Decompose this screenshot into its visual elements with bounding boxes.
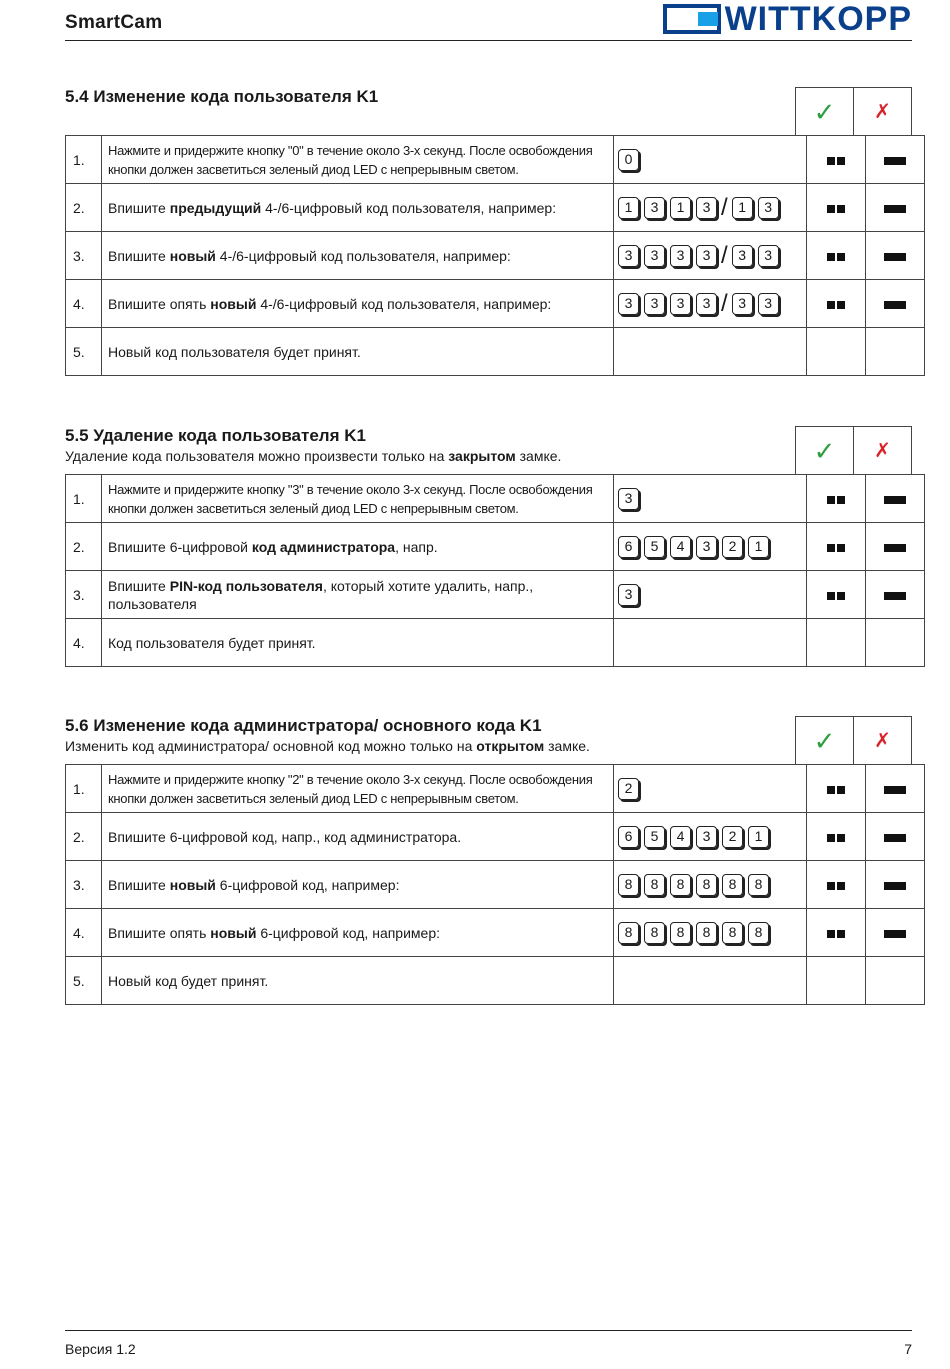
led-dot-icon <box>827 496 835 504</box>
step-description <box>102 765 614 813</box>
keypad-key: 3 <box>696 536 717 558</box>
step-description <box>102 475 614 523</box>
note-emphasis: закрытом <box>448 448 516 464</box>
key-sequence <box>614 328 807 376</box>
keypad-key: 8 <box>748 874 769 896</box>
led-bar-icon <box>884 834 906 842</box>
fail-column-header <box>853 427 911 474</box>
keypad-key: 8 <box>748 922 769 944</box>
key-sequence <box>614 184 807 232</box>
table-row <box>66 184 925 232</box>
keypad-key: 3 <box>696 293 717 315</box>
keypad-key: 3 <box>696 826 717 848</box>
table-row <box>66 280 925 328</box>
keypad-key: 8 <box>670 874 691 896</box>
step-description <box>102 619 614 667</box>
step-number: 5. <box>66 957 102 1005</box>
note-text: Удаление кода пользователя можно произвести только на <box>65 448 449 464</box>
keypad-key: 1 <box>670 197 691 219</box>
led-dot-icon <box>837 205 845 213</box>
step-text: Впишите 6-цифровой код, напр., код администратора. <box>108 828 462 845</box>
key-sequence <box>614 280 807 328</box>
led-bar-icon <box>884 930 906 938</box>
ok-signal <box>807 619 866 667</box>
step-number: 3. <box>66 861 102 909</box>
step-text: Впишите <box>108 199 170 216</box>
step-text: 4-/6-цифровый код пользователя, например: <box>261 199 557 216</box>
keypad-key: 5 <box>644 536 665 558</box>
keypad-key: 1 <box>748 826 769 848</box>
ok-signal <box>807 861 866 909</box>
ok-signal <box>807 328 866 376</box>
step-description <box>102 328 614 376</box>
ok-signal <box>807 475 866 523</box>
step-description <box>102 957 614 1005</box>
led-bar-icon <box>884 205 906 213</box>
step-text: Код пользователя будет принят. <box>108 634 316 651</box>
keypad-key: 3 <box>644 245 665 267</box>
keypad-key: 8 <box>644 922 665 944</box>
step-number: 2. <box>66 523 102 571</box>
ok-signal <box>807 571 866 619</box>
fail-signal <box>866 765 925 813</box>
ok-signal <box>807 523 866 571</box>
keypad-key: 1 <box>748 536 769 558</box>
step-text: Впишите <box>108 577 170 594</box>
table-row <box>66 909 925 957</box>
led-dot-icon <box>837 496 845 504</box>
step-description <box>102 280 614 328</box>
logo-text: WITTKOPP <box>724 0 912 38</box>
keypad-key: 8 <box>722 874 743 896</box>
keypad-key: 8 <box>618 922 639 944</box>
keypad-key: 1 <box>618 197 639 219</box>
keypad-key: 3 <box>618 488 639 510</box>
fail-signal <box>866 184 925 232</box>
step-text: 6-цифровой код, например: <box>215 876 400 893</box>
keypad-key: 8 <box>722 922 743 944</box>
fail-signal <box>866 328 925 376</box>
led-bar-icon <box>884 592 906 600</box>
led-bar-icon <box>884 544 906 552</box>
step-description <box>102 184 614 232</box>
check-icon: ✓ <box>813 96 836 127</box>
led-dot-icon <box>827 834 835 842</box>
cross-icon: ✗ <box>874 439 891 462</box>
table-row <box>66 813 925 861</box>
step-description <box>102 232 614 280</box>
logo-mark-icon <box>663 4 721 34</box>
key-sequence <box>614 232 807 280</box>
led-bar-icon <box>884 882 906 890</box>
step-number: 1. <box>66 765 102 813</box>
keypad-key: 3 <box>618 584 639 606</box>
step-number: 3. <box>66 571 102 619</box>
step-emphasis: PIN-код пользователя <box>169 577 323 594</box>
keypad-key: 6 <box>618 826 639 848</box>
step-text: 4-/6-цифровый код пользователя, например: <box>215 247 511 264</box>
table-row <box>66 232 925 280</box>
step-text: Нажмите и придержите кнопку "3" в течение около 3-х секунд. После освобождения кнопки должен засветиться зеленый диод LED с непрерывным светом. <box>108 481 593 516</box>
led-bar-icon <box>884 496 906 504</box>
step-emphasis: код администратора <box>251 538 396 555</box>
table-row <box>66 328 925 376</box>
fail-signal <box>866 136 925 184</box>
table-row <box>66 765 925 813</box>
ok-signal <box>807 136 866 184</box>
key-sequence <box>614 909 807 957</box>
note-text: замке. <box>544 738 590 754</box>
led-dot-icon <box>837 786 845 794</box>
step-description <box>102 861 614 909</box>
note-emphasis: открытом <box>476 738 545 754</box>
led-dot-icon <box>827 205 835 213</box>
fail-signal <box>866 571 925 619</box>
led-dot-icon <box>837 157 845 165</box>
result-header <box>795 426 912 474</box>
page-header <box>65 0 912 41</box>
page-footer <box>65 1330 912 1357</box>
step-number: 1. <box>66 136 102 184</box>
step-emphasis: новый <box>169 876 216 893</box>
keypad-key: 4 <box>670 826 691 848</box>
led-dot-icon <box>827 786 835 794</box>
step-text: Новый код пользователя будет принят. <box>108 343 361 360</box>
section-note <box>65 738 590 754</box>
step-description <box>102 136 614 184</box>
led-dot-icon <box>827 882 835 890</box>
table-row <box>66 571 925 619</box>
led-bar-icon <box>884 301 906 309</box>
keypad-key: 3 <box>618 293 639 315</box>
check-icon: ✓ <box>813 725 836 756</box>
step-number: 5. <box>66 328 102 376</box>
ok-signal <box>807 184 866 232</box>
version-label: Версия 1.2 <box>65 1341 136 1357</box>
note-text: замке. <box>515 448 562 464</box>
keypad-key: 2 <box>722 536 743 558</box>
step-number: 4. <box>66 619 102 667</box>
key-sequence <box>614 861 807 909</box>
section-title: 5.6 Изменение кода администратора/ основного кода K1 <box>65 716 542 735</box>
step-number: 2. <box>66 813 102 861</box>
keypad-key: 8 <box>696 874 717 896</box>
step-description <box>102 523 614 571</box>
step-text: , который хотите удалить, напр., пользователя <box>108 577 534 612</box>
led-dot-icon <box>827 253 835 261</box>
led-dot-icon <box>837 592 845 600</box>
keypad-key: 5 <box>644 826 665 848</box>
step-number: 2. <box>66 184 102 232</box>
led-dot-icon <box>837 882 845 890</box>
fail-signal <box>866 957 925 1005</box>
step-text: , напр. <box>395 538 438 555</box>
step-text: Впишите опять <box>108 295 211 312</box>
fail-signal <box>866 280 925 328</box>
step-number: 1. <box>66 475 102 523</box>
fail-signal <box>866 619 925 667</box>
keypad-key: 2 <box>722 826 743 848</box>
keypad-key: 8 <box>696 922 717 944</box>
led-dot-icon <box>827 157 835 165</box>
step-text: Нажмите и придержите кнопку "0" в течение около 3-х секунд. После освобождения кнопки должен засветиться зеленый диод LED с непрерывным светом. <box>108 142 593 177</box>
table-row <box>66 957 925 1005</box>
step-number: 3. <box>66 232 102 280</box>
keypad-key: 1 <box>732 197 753 219</box>
ok-signal <box>807 280 866 328</box>
step-text: 6-цифровой код, например: <box>256 924 440 941</box>
section-title: 5.5 Удаление кода пользователя K1 <box>65 426 366 445</box>
keypad-key: 3 <box>696 197 717 219</box>
led-bar-icon <box>884 157 906 165</box>
section-note <box>65 448 561 464</box>
led-bar-icon <box>884 786 906 794</box>
keypad-key: 3 <box>758 245 779 267</box>
fail-signal <box>866 813 925 861</box>
step-description <box>102 813 614 861</box>
cross-icon: ✗ <box>874 729 891 752</box>
key-sequence <box>614 475 807 523</box>
key-sequence <box>614 957 807 1005</box>
check-icon: ✓ <box>813 435 836 466</box>
brand-name: SmartCam <box>65 12 163 33</box>
step-text: Нажмите и придержите кнопку "2" в течение около 3-х секунд. После освобождения кнопки должен засветиться зеленый диод LED с непрерывным светом. <box>108 771 593 806</box>
keypad-key: 8 <box>618 874 639 896</box>
ok-signal <box>807 909 866 957</box>
key-separator: / <box>721 241 728 269</box>
steps-table <box>65 474 925 667</box>
section-title: 5.4 Изменение кода пользователя K1 <box>65 87 379 106</box>
fail-signal <box>866 861 925 909</box>
table-row <box>66 475 925 523</box>
step-text: 4-/6-цифровый код пользователя, например: <box>256 295 552 312</box>
led-dot-icon <box>827 544 835 552</box>
keypad-key: 3 <box>670 245 691 267</box>
ok-signal <box>807 765 866 813</box>
led-dot-icon <box>837 301 845 309</box>
fail-signal <box>866 475 925 523</box>
led-dot-icon <box>837 544 845 552</box>
ok-signal <box>807 813 866 861</box>
keypad-key: 8 <box>670 922 691 944</box>
key-sequence <box>614 523 807 571</box>
fail-signal <box>866 909 925 957</box>
keypad-key: 3 <box>696 245 717 267</box>
step-description <box>102 571 614 619</box>
ok-column-header <box>796 717 853 764</box>
key-sequence <box>614 136 807 184</box>
ok-column-header <box>796 427 853 474</box>
key-sequence <box>614 765 807 813</box>
table-row <box>66 523 925 571</box>
result-header <box>795 716 912 764</box>
step-text: Впишите опять <box>108 924 211 941</box>
fail-column-header <box>853 88 911 135</box>
step-number: 4. <box>66 280 102 328</box>
key-separator: / <box>721 193 728 221</box>
keypad-key: 3 <box>670 293 691 315</box>
keypad-key: 4 <box>670 536 691 558</box>
result-header <box>795 87 912 135</box>
key-sequence <box>614 813 807 861</box>
keypad-key: 3 <box>644 197 665 219</box>
step-emphasis: новый <box>210 295 257 312</box>
table-row <box>66 619 925 667</box>
key-sequence <box>614 619 807 667</box>
keypad-key: 3 <box>644 293 665 315</box>
led-dot-icon <box>837 930 845 938</box>
step-emphasis: новый <box>210 924 257 941</box>
ok-signal <box>807 957 866 1005</box>
key-separator: / <box>721 289 728 317</box>
ok-signal <box>807 232 866 280</box>
keypad-key: 3 <box>758 293 779 315</box>
led-bar-icon <box>884 253 906 261</box>
led-dot-icon <box>827 592 835 600</box>
key-sequence <box>614 571 807 619</box>
note-text: Изменить код администратора/ основной код можно только на <box>65 738 477 754</box>
fail-signal <box>866 523 925 571</box>
step-text: Впишите <box>108 247 170 264</box>
steps-table <box>65 764 925 1005</box>
ok-column-header <box>796 88 853 135</box>
keypad-key: 3 <box>618 245 639 267</box>
step-text: Впишите <box>108 876 170 893</box>
step-emphasis: новый <box>169 247 216 264</box>
step-description <box>102 909 614 957</box>
keypad-key: 0 <box>618 149 639 171</box>
led-dot-icon <box>827 930 835 938</box>
keypad-key: 3 <box>732 245 753 267</box>
step-text: Новый код будет принят. <box>108 972 269 989</box>
led-dot-icon <box>827 301 835 309</box>
led-dot-icon <box>837 834 845 842</box>
wittkopp-logo <box>663 2 912 36</box>
keypad-key: 3 <box>758 197 779 219</box>
led-dot-icon <box>837 253 845 261</box>
cross-icon: ✗ <box>874 100 891 123</box>
table-row <box>66 136 925 184</box>
step-emphasis: предыдущий <box>169 199 262 216</box>
keypad-key: 6 <box>618 536 639 558</box>
keypad-key: 3 <box>732 293 753 315</box>
keypad-key: 8 <box>644 874 665 896</box>
fail-signal <box>866 232 925 280</box>
step-number: 4. <box>66 909 102 957</box>
table-row <box>66 861 925 909</box>
step-text: Впишите 6-цифровой <box>108 538 252 555</box>
keypad-key: 2 <box>618 778 639 800</box>
steps-table <box>65 135 925 376</box>
fail-column-header <box>853 717 911 764</box>
page-number: 7 <box>904 1341 912 1357</box>
